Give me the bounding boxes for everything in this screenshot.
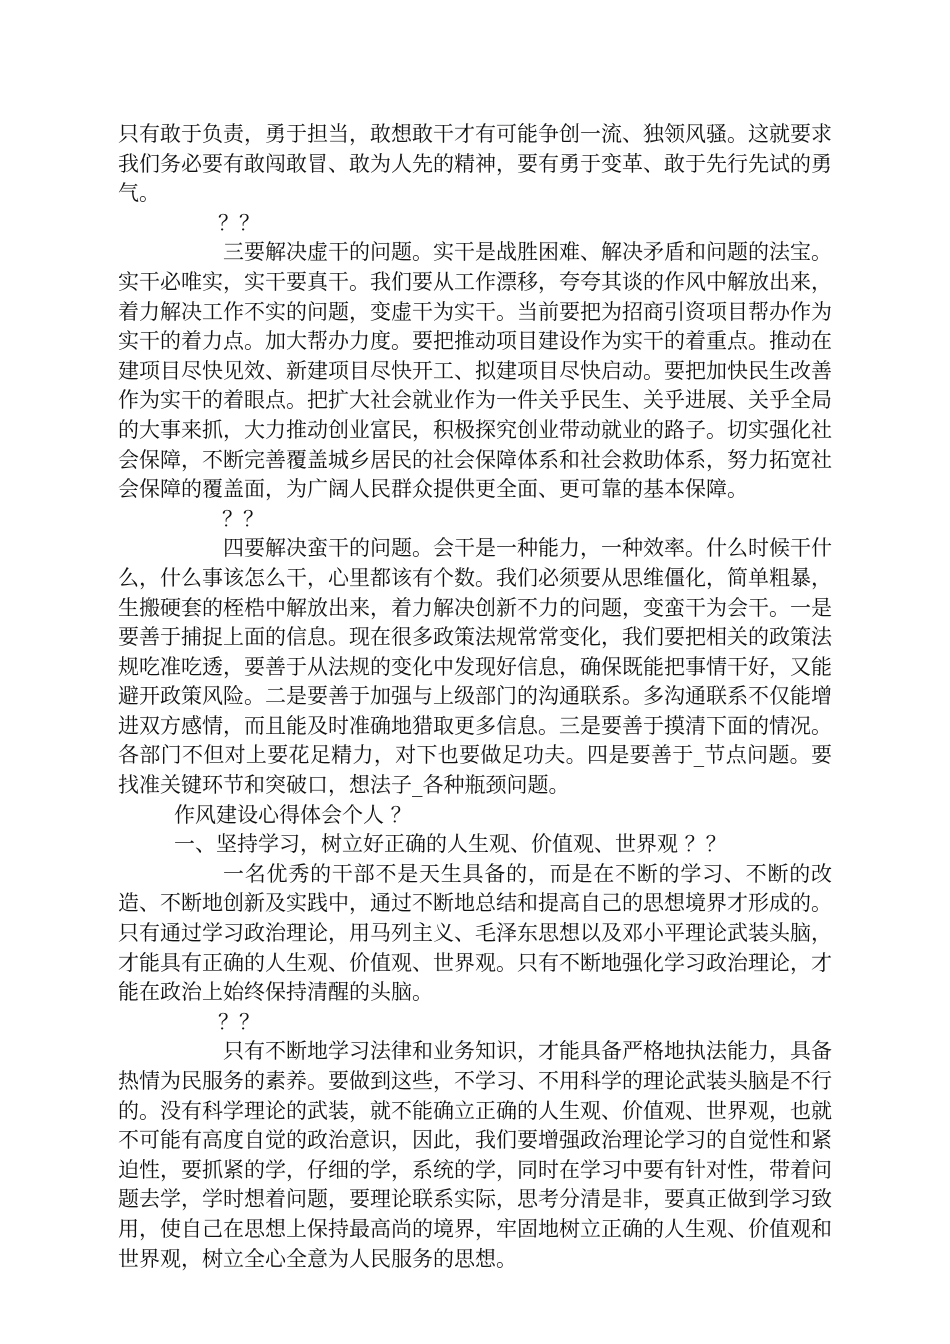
paragraph-practical-work: 三要解决虚干的问题。实干是战胜困难、解决矛盾和问题的法宝。实干必唯实，实干要真干。我们要从工作漂移，夸夸其谈的作风中解放出来，着力解决工作不实的问题，变虚干为实干。当前要把为招商引资项目帮办作为实干的着力点。加大帮办力度。要把推动项目建设作为实干的着重点。推动在建项目尽快见效、新建项目尽快开工、拟建项目尽快启动。要把加快民生改善作为实干的着眼点。把扩大社会就业作为一件关乎民生、关乎进展、关乎全局的大事来抓，大力推动创业富民，积极探究创业带动就业的路子。切实强化社会保障，不断完善覆盖城乡居民的社会保障体系和社会救助体系，努力拓宽社会保障的覆盖面，为广阔人民群众提供更全面、更可靠的基本保障。 bbox=[118, 240, 832, 502]
paragraph-study-law: 只有不断地学习法律和业务知识，才能具备严格地执法能力，具备热情为民服务的素养。要做到这些，不学习、不用科学的理论武装头脑是不行的。没有科学理论的武装，就不能确立正确的人生观、价值观、世界观，也就不可能有高度自觉的政治意识，因此，我们要增强政治理论学习的自觉性和紧迫性，要抓紧的学，仔细的学，系统的学，同时在学习中要有针对性，带着问题去学，学时想着问题，要理论联系实际，思考分清是非，要真正做到学习致用，使自己在思想上保持最高尚的境界，牢固地树立正确的人生观、价值观和世界观，树立全心全意为人民服务的思想。 bbox=[118, 1039, 832, 1271]
placeholder-marks: ？？ bbox=[218, 210, 260, 235]
paragraph-smart-work: 四要解决蛮干的问题。会干是一种能力，一种效率。什么时候干什么，什么事该怎么干，心里都该有个数。我们必须要从思维僵化，简单粗暴，生搬硬套的桎梏中解放出来，着力解决创新不力的问题，变蛮干为会干。一是要善于捕捉上面的信息。现在很多政策法规常常变化，我们要把相关的政策法规吃准吃透，要善于从法规的变化中发现好信息，确保既能把事情干好，又能避开政策风险。二是要善于加强与上级部门的沟通联系。多沟通联系不仅能增进双方感情，而且能及时准确地猎取更多信息。三是要善于摸清下面的情况。各部门不但对上要花足精力，对下也要做足功夫。四是要善于_节点问题。要找准关键环节和突破口，想法子_各种瓶颈问题。 bbox=[118, 536, 832, 798]
section-heading: 一、坚持学习，树立好正确的人生观、价值观、世界观 ？？ bbox=[174, 832, 727, 857]
paragraph-courage: 只有敢于负责，勇于担当，敢想敢干才有可能争创一流、独领风骚。这就要求我们务必要有敢闯敢冒、敢为人先的精神，要有勇于变革、敢于先行先试的勇气。 bbox=[118, 122, 832, 206]
placeholder-marks: ？？ bbox=[218, 1009, 260, 1034]
placeholder-marks: ？？ bbox=[222, 506, 264, 531]
section-title: 作风建设心得体会个人 ？ bbox=[174, 802, 412, 827]
paragraph-study-theory: 一名优秀的干部不是天生具备的，而是在不断的学习、不断的改造、不断地创新及实践中，通过不断地总结和提高自己的思想境界才形成的。只有通过学习政治理论，用马列主义、毛泽东思想以及邓小平理论武装头脑，才能具有正确的人生观、价值观、世界观。只有不断地强化学习政治理论，才能在政治上始终保持清醒的头脑。 bbox=[118, 861, 832, 1005]
document-page bbox=[118, 120, 832, 1274]
